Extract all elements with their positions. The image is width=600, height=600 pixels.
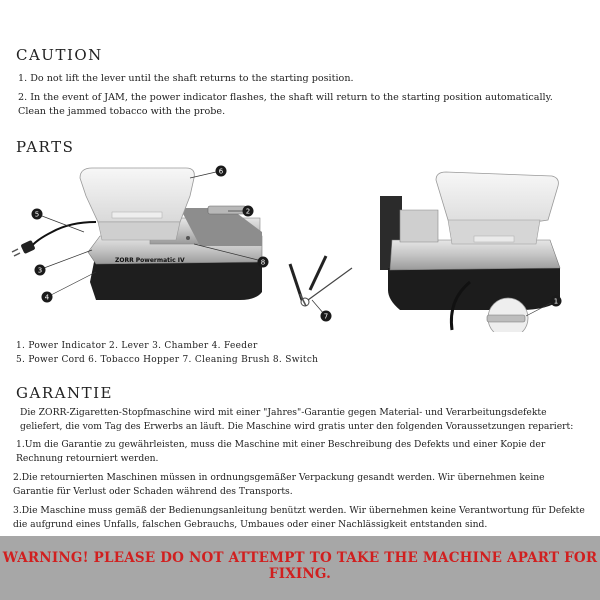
parts-legend-line-1: 1. Power Indicator 2. Lever 3. Chamber 4. Feeder [16, 341, 258, 351]
callout-4 [42, 292, 53, 303]
garantie-intro: Die ZORR-Zigaretten-Stopfmaschine wird mit einer "Jahres"-Garantie gegen Material- und Verarbeitungsdefekte geliefert, die vom Tag des Erwerbs an läuft. Die Maschine wird gratis unter den folgenden Voraussetzungen repariert: [20, 407, 574, 432]
callout-1 [551, 296, 562, 307]
machine-front-view [12, 168, 262, 300]
svg-text:5: 5 [34, 210, 40, 219]
parts-heading: PARTS [16, 138, 75, 156]
parts-legend-line-2: 5. Power Cord 6. Tobacco Hopper 7. Cleaning Brush 8. Switch [16, 355, 319, 365]
warning-text: WARNING! PLEASE DO NOT ATTEMPT TO TAKE THE MACHINE APART FOR FIXING. [2, 550, 598, 582]
caution-item-2: 2. In the event of JAM, the power indicator flashes, the shaft will return to the starting position automatically. [18, 92, 553, 103]
garantie-item-1: 1.Um die Garantie zu gewährleisten, muss die Maschine mit einer Beschreibung des Defekts und einer Kopie der Rechnung retourniert werden. [16, 439, 546, 464]
svg-text:2: 2 [245, 207, 251, 216]
svg-text:8: 8 [260, 258, 266, 267]
callout-6 [216, 166, 227, 177]
svg-text:4: 4 [44, 293, 50, 302]
brand-label: ZORR Powermatic IV [115, 257, 185, 264]
cleaning-brush [290, 256, 352, 306]
caution-item-1: 1. Do not lift the lever until the shaft returns to the starting position. [18, 73, 354, 84]
callout-2 [243, 206, 254, 217]
callout-8 [258, 257, 269, 268]
callout-5 [32, 209, 43, 220]
garantie-item-2: 2.Die retournierten Maschinen müssen in ordnungsgemäßer Verpackung gesandt werden. Wir übernehmen keine Garantie für Verlust oder Schaden während des Transports. [13, 472, 545, 497]
svg-text:1: 1 [553, 297, 559, 306]
caution-heading: CAUTION [16, 46, 103, 64]
svg-text:6: 6 [218, 167, 224, 176]
callout-3 [35, 265, 46, 276]
caution-item-2-continued: Clean the jammed tobacco with the probe. [18, 106, 226, 117]
garantie-item-3: 3.Die Maschine muss gemäß der Bedienungsanleitung benützt werden. Wir übernehmen keine Verantwortung für Defekte die aufgrund eines Unfalls, falschen Gebrauchs, Umbaues oder einer Nachlässigkeit entstanden sind. [13, 505, 585, 530]
callout-7 [321, 311, 332, 322]
parts-illustration [0, 160, 600, 332]
machine-back-view [380, 172, 560, 330]
svg-text:7: 7 [323, 312, 329, 321]
garantie-heading: GARANTIE [16, 384, 113, 402]
svg-text:3: 3 [37, 266, 43, 275]
